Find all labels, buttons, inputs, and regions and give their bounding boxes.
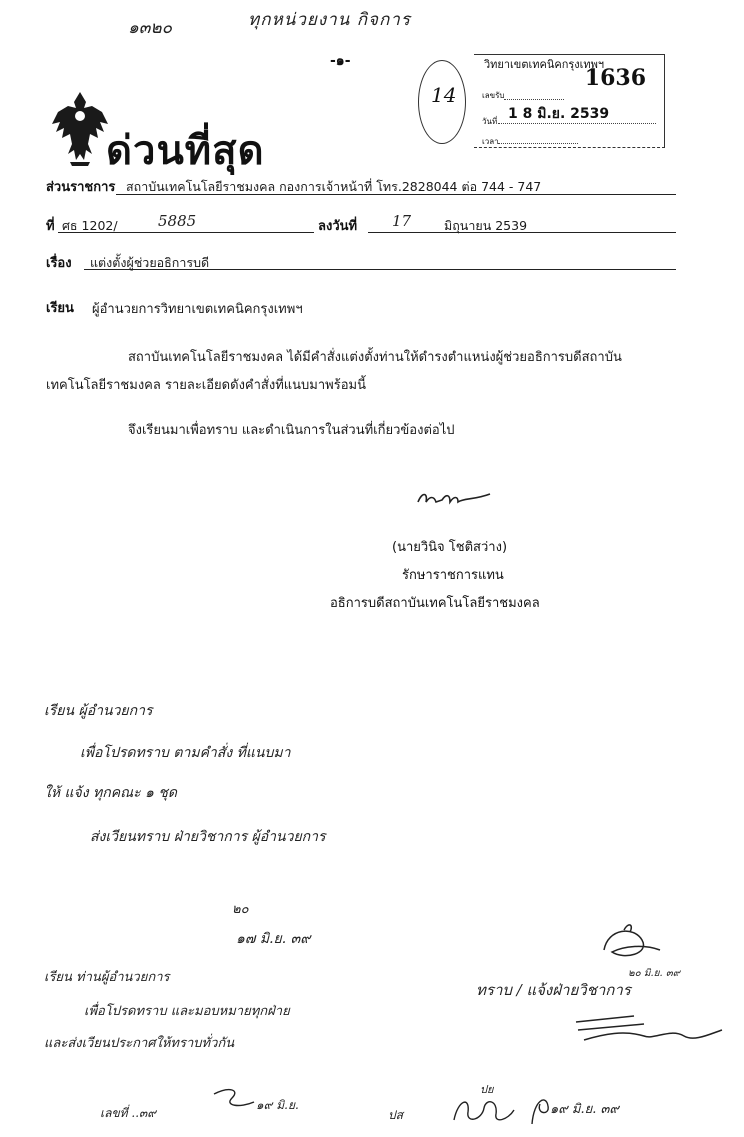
agency-label: ส่วนราชการ (46, 180, 116, 195)
receipt-stamp (474, 54, 665, 148)
garuda-emblem-icon (48, 88, 112, 168)
circled-number-mark (418, 60, 466, 144)
stamp-date-label: วันที่ (482, 117, 498, 126)
date-label: ลงวันที่ (318, 219, 358, 234)
director-signature-icon (594, 920, 664, 964)
date-month-year: มิถุนายน 2539 (444, 218, 528, 233)
handwritten-note-11: ๒๐ มิ.ย. ๓๙ (628, 968, 681, 979)
handwritten-note-2: เพื่อโปรดทราบ ตามคำสั่ง ที่แนบมา (80, 745, 291, 761)
handwritten-note-1: เรียน ผู้อำนวยการ (44, 703, 153, 719)
to-value: ผู้อำนวยการวิทยาเขตเทคนิคกรุงเทพฯ (92, 302, 303, 317)
top-handwritten-number: ๑๓๒๐ (128, 18, 172, 38)
stamp-receipt-number: 1636 (584, 65, 646, 91)
subject-label: เรื่อง (46, 256, 72, 271)
ref-number: 5885 (158, 212, 197, 230)
body-para1-line1: สถาบันเทคโนโลยีราชมงคล ได้มีคำสั่งแต่งตั้งท่านให้ดำรงตำแหน่งผู้ช่วยอธิการบดีสถาบัน (128, 350, 622, 365)
initial-scribble-3-icon (526, 1090, 556, 1130)
ref-label: ที่ (46, 219, 55, 234)
handwritten-note-5: ๒๐ (232, 902, 249, 917)
handwritten-note-15: ๑๙ มิ.ย. ๓๙ (550, 1102, 619, 1117)
subject-value: แต่งตั้งผู้ช่วยอธิการบดี (90, 255, 210, 270)
signatory-name: (นายวินิจ โชติสว่าง) (392, 540, 508, 555)
body-para1-line2: เทคโนโลยีราชมงคล รายละเอียดดังคำสั่งที่แนบมาพร้อมนี้ (46, 378, 366, 393)
stamp-date: 1 8 มิ.ย. 2539 (508, 106, 610, 122)
circled-number: 14 (431, 83, 457, 107)
initial-scribble-2-icon (448, 1090, 518, 1130)
signature-scribble-icon (414, 488, 494, 510)
handwritten-note-16: ปส (388, 1108, 403, 1122)
ref-prefix: ศธ 1202/ (62, 218, 118, 233)
urgency-heading: ด่วนที่สุด (106, 128, 265, 174)
body-para2: จึงเรียนมาเพื่อทราบ และดำเนินการในส่วนที่เกี่ยวข้องต่อไป (128, 423, 455, 438)
handwritten-note-10: ทราบ / แจ้งฝ่ายวิชาการ (476, 981, 631, 999)
handwritten-note-13: เลขที่ ..๓๙ (100, 1106, 157, 1120)
agency-value: สถาบันเทคโนโลยีราชมงคล กองการเจ้าหน้าที่ โทร.2828044 ต่อ 744 - 747 (126, 179, 542, 194)
stamp-office: วิทยาเขตเทคนิคกรุงเทพฯ (484, 58, 605, 71)
signatory-title-1: รักษาราชการแทน (402, 568, 504, 583)
to-label: เรียน (46, 301, 74, 316)
stamp-time-label: เวลา (482, 137, 499, 146)
top-handwritten-note: ทุกหน่วยงาน กิจการ (248, 10, 411, 30)
signature-scribble-2-icon (574, 1010, 724, 1050)
handwritten-note-6: ๑๗ มิ.ย. ๓๙ (236, 931, 311, 947)
initial-scribble-1-icon (210, 1086, 260, 1116)
handwritten-note-14: ๑๙ มิ.ย. (256, 1098, 299, 1112)
page-number: -๑- (330, 53, 351, 69)
handwritten-note-9: และส่งเวียนประกาศให้ทราบทั่วกัน (44, 1036, 235, 1051)
handwritten-note-3: ให้ แจ้ง ทุกคณะ ๑ ชุด (44, 785, 177, 801)
date-day: 17 (392, 212, 412, 230)
handwritten-note-7: เรียน ท่านผู้อำนวยการ (44, 970, 170, 985)
handwritten-note-8: เพื่อโปรดทราบ และมอบหมายทุกฝ่าย (84, 1004, 290, 1019)
signatory-title-2: อธิการบดีสถาบันเทคโนโลยีราชมงคล (330, 596, 540, 611)
handwritten-note-4: ส่งเวียนทราบ ฝ่ายวิชาการ ผู้อำนวยการ (90, 829, 326, 845)
handwritten-note-17: ปย (480, 1083, 494, 1096)
stamp-number-label: เลขรับ (482, 91, 505, 100)
